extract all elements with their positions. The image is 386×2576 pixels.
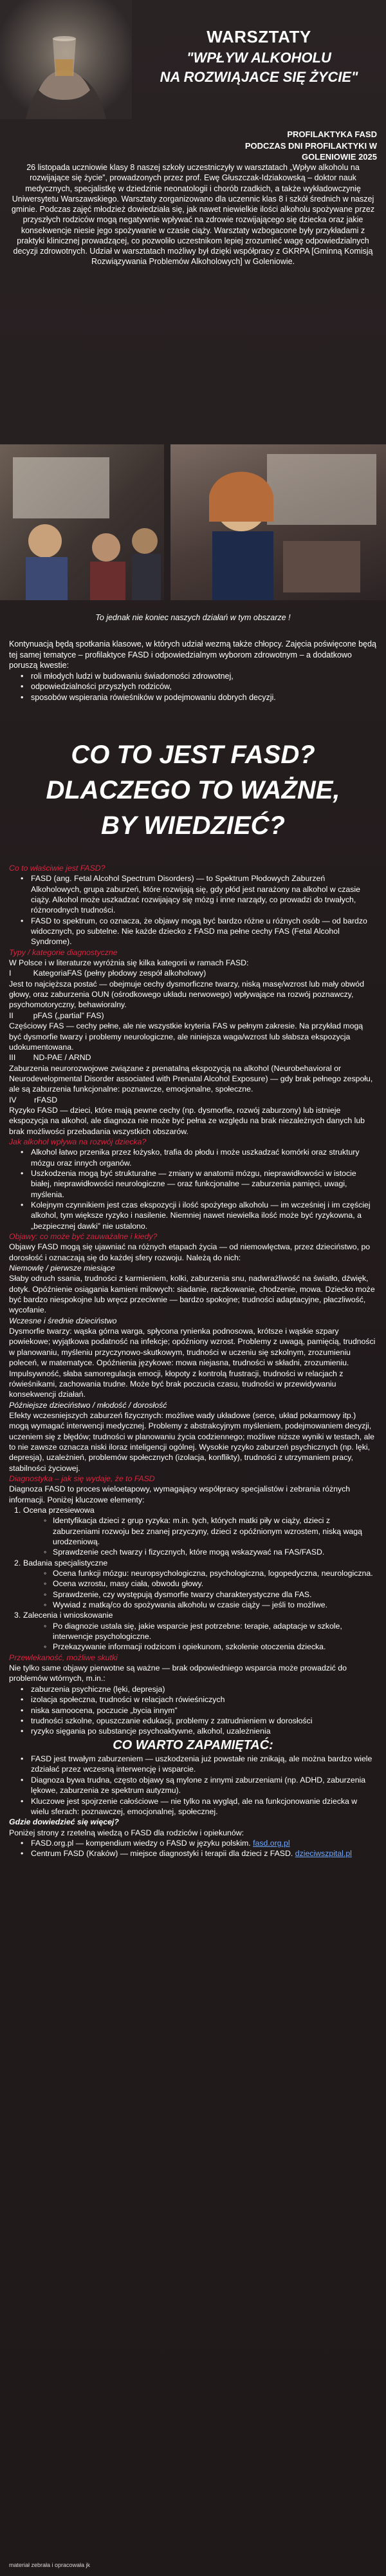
list-item bbox=[9, 1558, 377, 1611]
stage-title: Późniejsze dzieciństwo / młodość / dorosłość bbox=[9, 1400, 167, 1410]
paragraph: Częściowy FAS — cechy pełne, ale nie wszystkie kryteria FAS w pełnym zakresie. Na przykład mogą być dysmorfie twarzy i problemy neurologiczne, ale niniejsza waga/wzrost lub słabsza ekspozycja udokumentowana. bbox=[9, 1021, 363, 1052]
paragraph: Ryzyko FASD — dzieci, które mają pewne cechy (np. dysmorfie, rozwój zaburzony) lub istnieje ekspozycja na alkohol, ale diagnoza nie może być pełna ze względu na brak niezależnych danych lub brak możliwości przebadania wszystkich obszarów. bbox=[9, 1105, 365, 1136]
help-heading: Gdzie dowiedzieć się więcej? bbox=[9, 1817, 119, 1827]
paragraph: Diagnoza FASD to proces wieloetapowy, wymagający współpracy specjalistów i zebrania różnych informacji. Poniżej kluczowe elementy: bbox=[9, 1484, 351, 1504]
list-item: • odpowiedzialności przyszłych rodziców, bbox=[9, 681, 377, 692]
photo-caption: To jednak nie koniec naszych działań w tym obszarze ! bbox=[95, 613, 291, 622]
continuation-text: Kontynuacją będą spotkania klasowe, w których udział wezmą także chłopcy. Zajęcia poświęcone będą tej samej tematyce – profilaktyce FASD i odpowiedzialnym wyborom zdrowotnym – a dodatkowo poruszą kwestie: bbox=[9, 639, 376, 670]
stage-title: Niemowlę / pierwsze miesiące bbox=[9, 1264, 115, 1273]
list-item: • FASD jest trwałym zaburzeniem — uszkodzenia już powstałe nie znikają, ale można bardzo wiele zdziałać przez wczesną interwencję i wsparcie. bbox=[9, 1754, 377, 1775]
list-item: ◦ Przekazywanie informacji rodzicom i opiekunom, szkolenie otoczenia dziecka. bbox=[23, 1642, 377, 1652]
section-title: Co to właściwie jest FASD? bbox=[9, 864, 106, 873]
step-number: 1. bbox=[14, 1505, 21, 1515]
remember-heading: CO WARTO ZAPAMIĘTAĆ: bbox=[113, 1738, 273, 1752]
list-item: ◦ Po diagnozie ustala się, jakie wsparcie jest potrzebne: terapie, adaptacje w szkole, interwencje psychologiczne. bbox=[23, 1621, 377, 1642]
step-items bbox=[23, 1568, 377, 1610]
list-item: • Alkohol łatwo przenika przez łożysko, trafia do płodu i może uszkadzać komórki oraz struktury mózgu oraz innych organów. bbox=[9, 1147, 377, 1168]
paragraph: Poniżej strony z rzetelną wiedzą o FASD dla rodziców i opiekunów: bbox=[9, 1828, 244, 1837]
list-item: ◦ Sprawdzenie cech twarzy i fizycznych, które mogą wskazywać na FAS/FASD. bbox=[23, 1547, 377, 1557]
list-item: • sposobów wspierania rówieśników w podejmowaniu dobrych decyzji. bbox=[9, 692, 377, 703]
step-number: 2. bbox=[14, 1558, 21, 1567]
heading-line-2: DLACZEGO TO WAŻNE, bbox=[46, 776, 340, 805]
step-title: Zalecenia i wnioskowanie bbox=[23, 1611, 113, 1620]
fasd-article bbox=[9, 863, 377, 1859]
list-item bbox=[9, 1610, 377, 1652]
list-item: • FASD (ang. Fetal Alcohol Spectrum Disorders) — to Spektrum Płodowych Zaburzeń Alkoholowych, grupa zaburzeń, które rozwijają się, gdy płód jest narażony na alkohol w czasie ciąży. Alkohol może uszkadzać rozwijający się mózg i inne narządy, co prowadzi do trwałych, różnorodnych trudności. bbox=[9, 873, 377, 915]
paragraph: Nie tylko same objawy pierwotne są ważne — brak odpowiedniego wsparcia może prowadzić do problemów wtórnych, m.in.: bbox=[9, 1663, 347, 1683]
list-item: • Diagnoza bywa trudna, często objawy są mylone z innymi zaburzeniami (np. ADHD, zaburzenia lękowe, zaburzenia ze spektrum autyzmu). bbox=[9, 1775, 377, 1796]
hands-with-glass-image bbox=[0, 0, 132, 119]
list-item bbox=[9, 1848, 377, 1859]
list-item: • niska samoocena, poczucie „bycia innym” bbox=[9, 1705, 377, 1716]
list-item: ◦ Ocena funkcji mózgu: neuropsychologiczna, psychologiczna, logopedyczna, neurologiczna. bbox=[23, 1568, 377, 1578]
category-label: IV rFASD bbox=[9, 1095, 58, 1104]
section-title: Przewlekaność, możliwe skutki bbox=[9, 1653, 118, 1662]
diagnosis-steps bbox=[9, 1505, 377, 1653]
category-label: II pFAS („partial” FAS) bbox=[9, 1010, 104, 1020]
footer bbox=[0, 2555, 386, 2576]
resource-link[interactable]: dzieciwszpital.pl bbox=[295, 1849, 352, 1859]
category-label: I KategoriaFAS (pełny płodowy zespół alkoholowy) bbox=[9, 969, 207, 978]
continuation-section bbox=[9, 639, 377, 703]
stage-title: Wczesne i średnie dzieciństwo bbox=[9, 1316, 117, 1325]
effects-list bbox=[9, 1147, 377, 1231]
paragraph: Zaburzenia neurorozwojowe związane z prenatalną ekspozycją na alkohol (Neurobehavioral or Neurodevelopmental Disorder associated with Prenatal Alcohol Exposure) — gdy brak pełnego zespołu, ale są zaburzenia funkcjonalne: poznawcze, emocjonalne, społeczne. bbox=[9, 1063, 373, 1094]
paragraph: Słaby odruch ssania, trudności z karmieniem, kolki, zaburzenia snu, nadwrażliwość na światło, dźwięk, dotyk. Opóźnienie osiągania kamieni milowych: siadanie, raczkowanie, chodzenie, mowa. Dziecko może być bardzo niespokojne lub wręcz przeciwnie — bardzo spokojne; trudności adaptacyjne, płaczliwość, wycofanie. bbox=[9, 1274, 375, 1315]
title-line-1: WARSZTATY bbox=[207, 27, 311, 46]
list-item: • Kolejnym czynnikiem jest czas ekspozycji i ilość spożytego alkoholu — im wcześniej i im częściej alkohol, tym większe ryzyko i nasilenie. Niemniej nawet niewielka ilość może być ryzykowna, a „bezpiecznej dawki” nie ustalono. bbox=[9, 1200, 377, 1231]
title-line-3: NA ROZWIĄJACE SIĘ ŻYCIE" bbox=[160, 69, 358, 85]
paragraph: Efekty wczesniejszych zaburzeń fizycznych: możliwe wady układowe (serce, układ pokarmowy itp.) mogą wymagać interwencji medycznej. Problemy z abstrakcyjnym myśleniem, podejmowaniem decyzji, uczeniem się z błędów; trudności w planowaniu życia codziennego; możliwe niższe wyniki w testach, ale to nie zawsze oznacza niski iloraz inteligencji ogólnej. Wysokie ryzyko zaburzeń psychicznych (np. lęki, depresja), uzależnień, problemów społecznych (izolacja, konflikty), trudności z utrzymaniem pracy, stabilności życiowej. bbox=[9, 1410, 374, 1473]
paragraph: Jest to najcięższa postać — obejmuje cechy dysmorficzne twarzy, niską masę/wzrost lub mały obwód głowy, oraz zaburzenia OUN (ośrodkowego układu nerwowego) wpływające na rozwój poznawczy, psychomotoryczny, behawioralny. bbox=[9, 979, 364, 1010]
list-item: ◦ Wywiad z matką/co do spożywania alkoholu w czasie ciąży — jeśli to możliwe. bbox=[23, 1600, 377, 1610]
subtitle-line-1: PROFILAKTYKA FASD bbox=[287, 129, 377, 139]
event-subtitle bbox=[193, 129, 386, 163]
list-item: • izolacja społeczna, trudności w relacjach rówieśniczych bbox=[9, 1694, 377, 1705]
step-title: Badania specjalistyczne bbox=[23, 1558, 108, 1567]
list-item: • trudności szkolne, opuszczanie edukacji, problemy z zatrudnieniem w dorosłości bbox=[9, 1716, 377, 1726]
category-label: III ND-PAE / ARND bbox=[9, 1053, 91, 1063]
step-items bbox=[23, 1515, 377, 1557]
section-title: Diagnostyka – jak się wydaje, że to FASD bbox=[9, 1473, 155, 1483]
resource-text: Centrum FASD (Kraków) — miejsce diagnostyki i terapii dla dzieci z FASD. bbox=[31, 1849, 293, 1859]
presentation-photo bbox=[0, 444, 164, 600]
fasd-heading bbox=[0, 737, 386, 844]
photo-row bbox=[0, 444, 386, 600]
consequences-list bbox=[9, 1684, 377, 1737]
footer-credit: materiał zebrała i opracowała jk bbox=[9, 2562, 91, 2568]
workshop-title bbox=[132, 27, 386, 86]
resources-list bbox=[9, 1838, 377, 1859]
list-item: • Uszkodzenia mogą być strukturalne — zmiany w anatomii mózgu, nieprawidłowości w istocie białej, nieprawidłowości neurologiczne — oraz funkcjonalne — zaburzenia pamięci, uwagi, myślenia. bbox=[9, 1168, 377, 1200]
list-item bbox=[9, 1838, 377, 1848]
list-item: ◦ Identyfikacja dzieci z grup ryzyka: m.in. tych, których matki piły w ciąży, dzieci z zaburzeniami rozwoju bez znanej przyczyny, dzieci z opóźnionym wzrostem, niską wagą urodzeniową. bbox=[23, 1515, 377, 1547]
heading-line-3: BY WIEDZIEĆ? bbox=[101, 811, 285, 840]
list-item: • FASD to spektrum, co oznacza, że objawy mogą być bardzo różne u różnych osób — od bardzo widocznych, po subtelne. Nie każde dziecko z FASD ma pełne cechy FAS (Fetal Alcohol Syndrome). bbox=[9, 916, 377, 947]
resource-text: FASD.org.pl — kompendium wiedzy o FASD w języku polskim. bbox=[31, 1838, 251, 1848]
section-title: Typy / kategorie diagnostyczne bbox=[9, 947, 118, 957]
list-item: • ryzyko sięgania po substancje psychoaktywne, alkohol, uzależnienia bbox=[9, 1726, 377, 1736]
subtitle-line-2: PODCZAS DNI PROFILAKTYKI W GOLENIOWIE 2025 bbox=[244, 140, 377, 162]
lecturer-photo bbox=[170, 444, 386, 600]
intro-paragraph: 26 listopada uczniowie klasy 8 naszej szkoły uczestniczyły w warsztatach „Wpływ alkoholu na rozwijające się życie”, prowadzonych przez prof. Ewę Głuszczak-Idziakowską – doktor nauk medycznych, specjalistkę w dziedzinie neonatologii i chorób rzadkich, a także wykładowczynię Uniwersytetu Warszawskiego. Warsztaty zorganizowano dla uczennic klas 8 i szkół średnich w naszej gminie. Podczas zajęć młodzież dowiedziała się, jak nawet niewielkie ilości alkoholu spożywane przez przyszłych rodziców mogą negatywnie wpływać na zdrowie rozwijającego się dziecka oraz jakie konsekwencje niesie jego spożywanie w czasie ciąży. Warsztaty wzbogacone były przykładami z praktyki klinicznej prowadzącej, co pozwoliło uczestnikom lepiej zrozumieć wagę odpowiedzialnych decyzji zdrowotnych. Udział w warsztatach możliwy był dzięki współpracy z GKRPA [Gminną Komisją Rozwiązywania Problemów Alkoholowych] w Goleniowie. bbox=[11, 163, 375, 267]
paragraph: Objawy FASD mogą się ujawniać na różnych etapach życia — od niemowlęctwa, przez dzieciństwo, po dorosłość i oznaczają się do każdej sfery rozwoju. Należą do nich: bbox=[9, 1242, 371, 1262]
list-item: • roli młodych ludzi w budowaniu świadomości zdrowotnej, bbox=[9, 671, 377, 682]
hero-header bbox=[0, 0, 386, 119]
section-title: Objawy: co może być zauważalne i kiedy? bbox=[9, 1232, 158, 1242]
heading-line-1: CO TO JEST FASD? bbox=[71, 741, 315, 769]
step-items bbox=[23, 1621, 377, 1653]
title-line-2: "WPŁYW ALKOHOLU bbox=[187, 50, 331, 66]
remember-list bbox=[9, 1754, 377, 1817]
list-item: • Kluczowe jest spojrzenie całościowe — nie tylko na wygląd, ale na funkcjonowanie dziecka w wielu sferach: poznawczej, emocjonalnej, społecznej. bbox=[9, 1796, 377, 1817]
step-title: Ocena przesiewowa bbox=[23, 1505, 95, 1515]
resource-link[interactable]: fasd.org.pl bbox=[253, 1838, 290, 1848]
paragraph: Dysmorfie twarzy: wąska górna warga, spłycona rynienka podnosowa, krótsze i wąskie szpary powiekowe; wyjątkowa podatność na infekcje; opóźniony wzrost. Problemy z uwagą, pamięcią, trudności w planowaniu, myśleniu przyczynowo-skutkowym, trudności w uczeniu się szkolnym, zrozumieniu poleceń, w matematyce. Opóźnienia językowe: mowa niejasna, trudności w składni, zrozumieniu. Impulsywność, słaba samoregulacja emocji, kłopoty z kontrolą frustracji, trudności w relacjach z rówieśnikami, zachowania trudne. Może być brak poczucia czasu, trudności w przewidywaniu konsekwencji działań. bbox=[9, 1327, 376, 1399]
step-number: 3. bbox=[14, 1611, 21, 1620]
definition-list bbox=[9, 873, 377, 947]
list-item: • zaburzenia psychiczne (lęki, depresja) bbox=[9, 1684, 377, 1694]
list-item: ◦ Ocena wzrostu, masy ciała, obwodu głowy. bbox=[23, 1578, 377, 1589]
list-item bbox=[9, 1505, 377, 1558]
list-item: ◦ Sprawdzenie, czy występują dysmorfie twarzy charakterystyczne dla FAS. bbox=[23, 1589, 377, 1600]
section-title: Jak alkohol wpływa na rozwój dziecka? bbox=[9, 1137, 147, 1146]
continuation-list bbox=[9, 671, 377, 703]
paragraph: W Polsce i w literaturze wyróżnia się kilka kategorii w ramach FASD: bbox=[9, 958, 249, 968]
